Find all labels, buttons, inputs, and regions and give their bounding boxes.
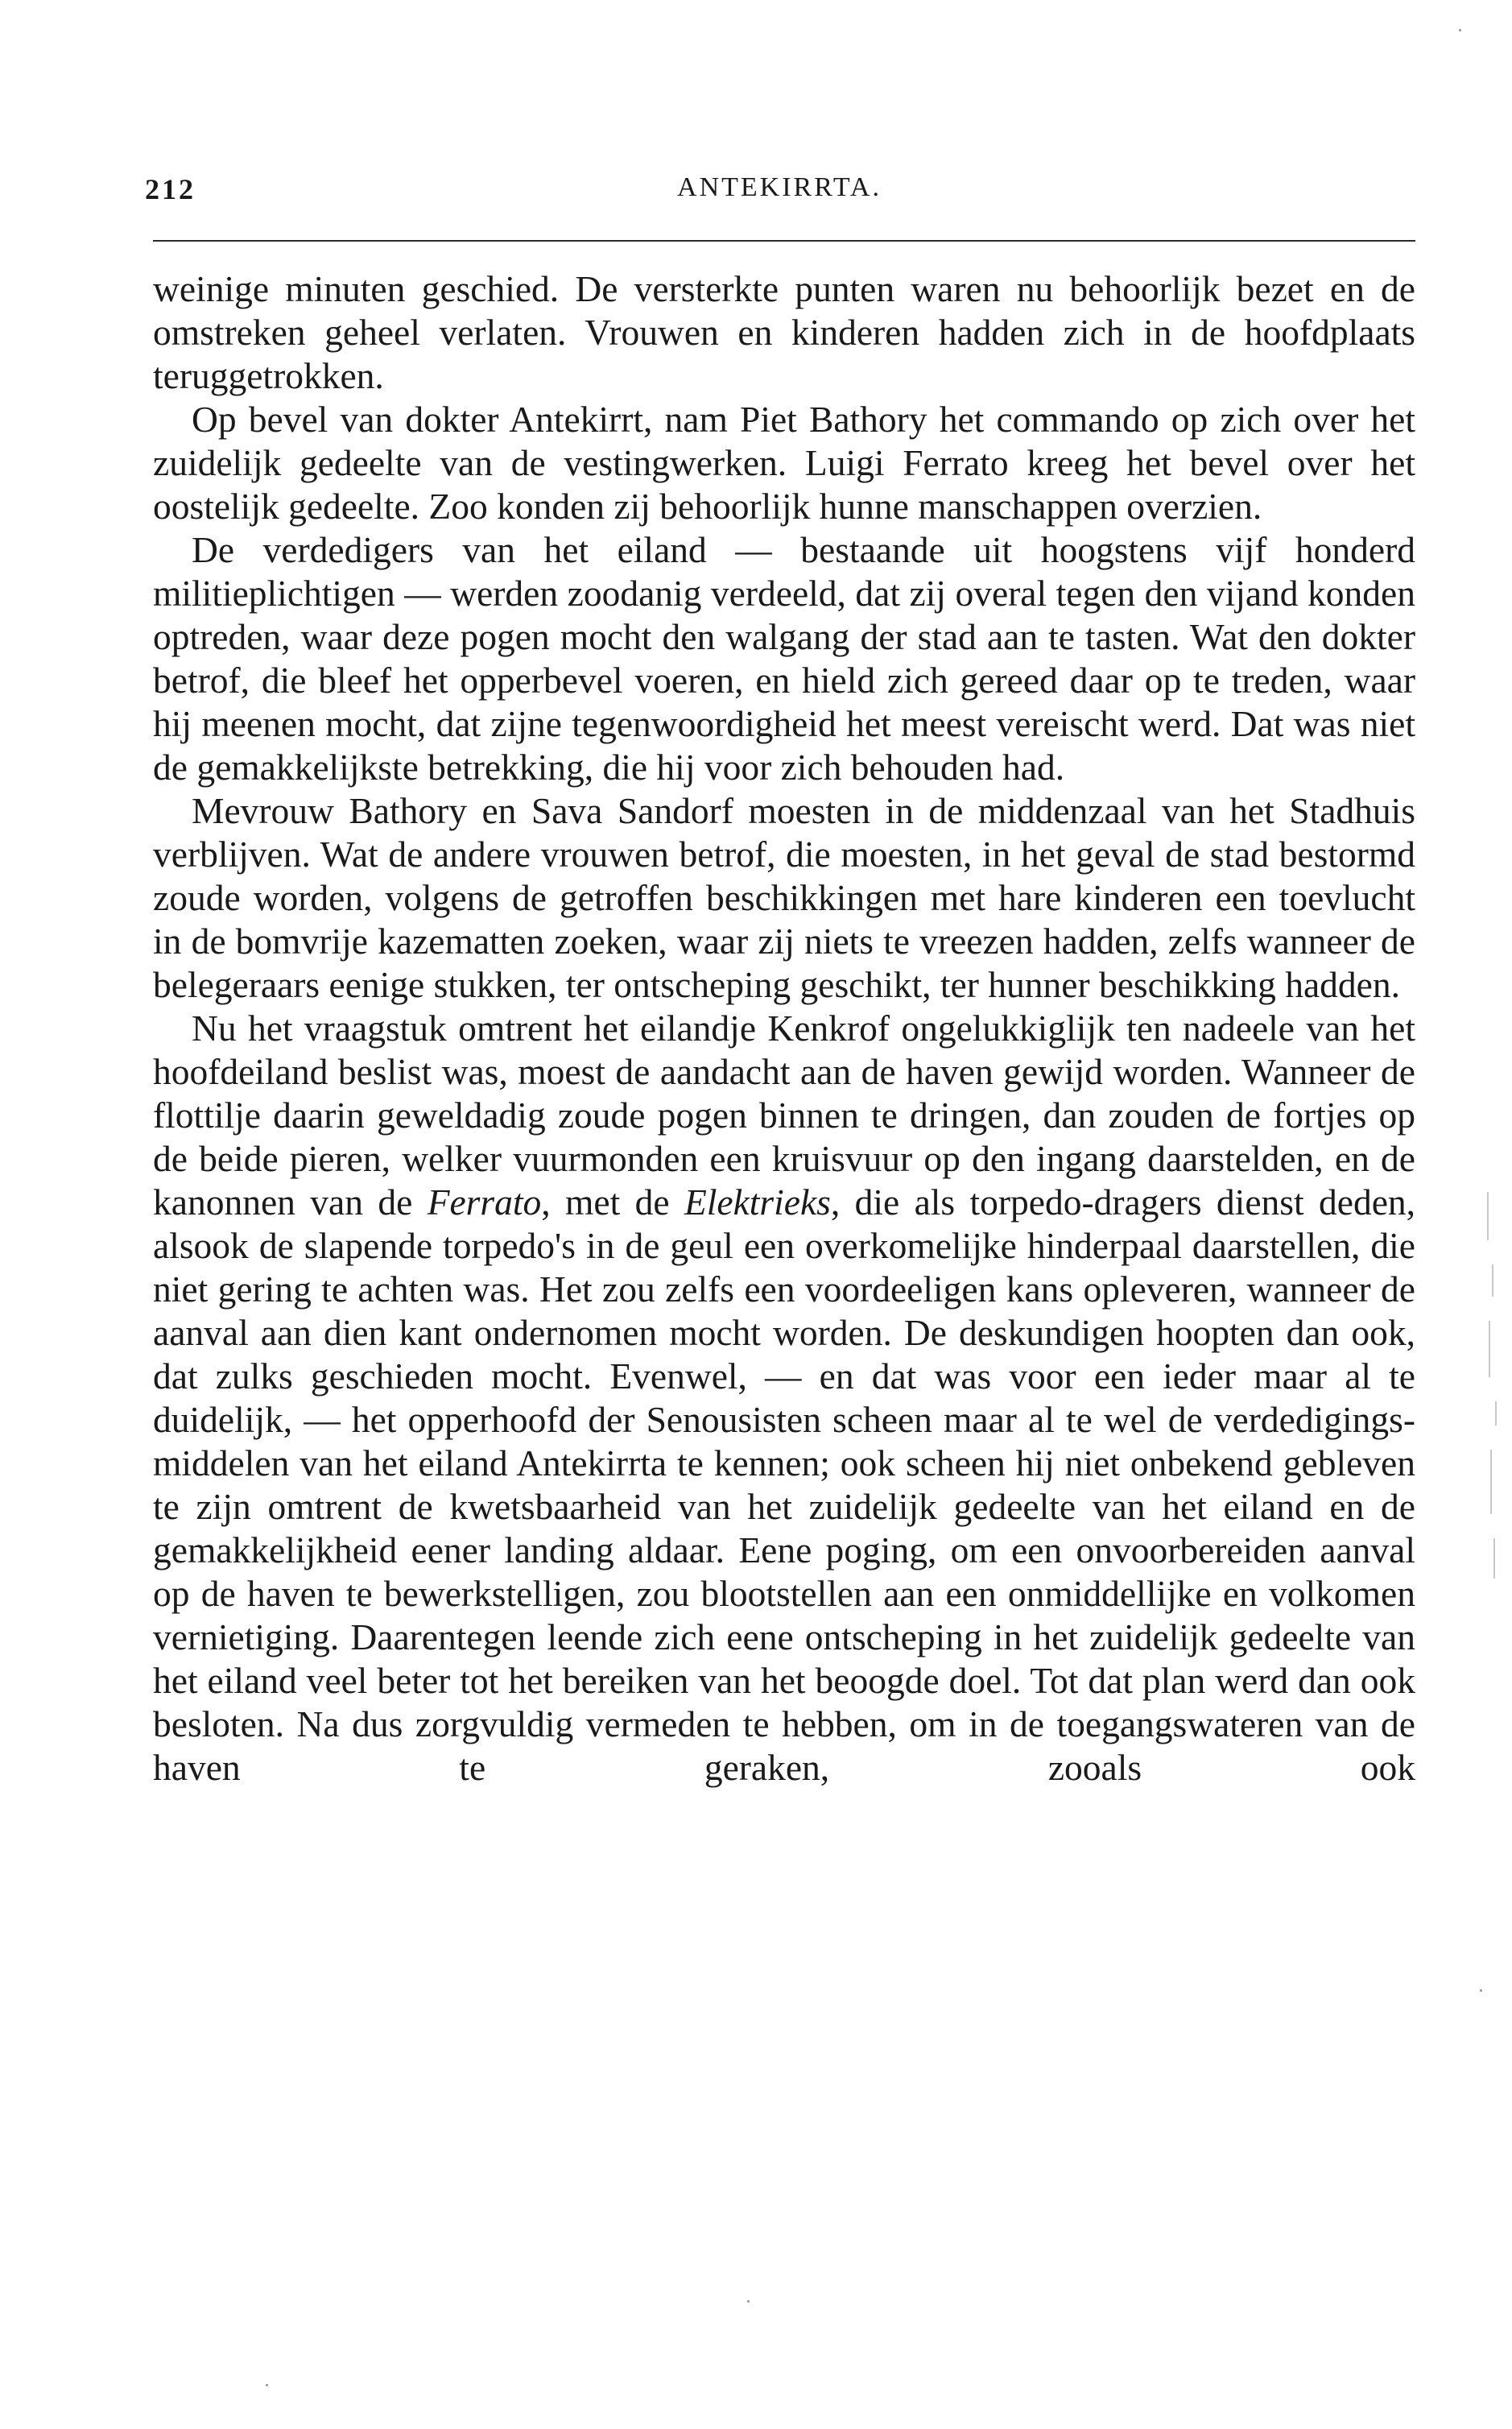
header-rule [153, 240, 1415, 242]
paragraph-text: De verdedigers van het eiland — bestaande uit hoogstens vijf honderd militieplichtigen — werden zoodanig verdeeld, dat zij overal tegen den vijand konden optreden, waar deze pogen mocht den walgang der stad aan te tasten. Wat den dokter betrof, die bleef het opperbevel voeren, en hield zich gereed daar op te treden, waar hij meenen mocht, dat zijne tegenwoordigheid het meest vereischt werd. Dat was niet de gemakkelijkste betrekking, die hij voor zich behouden had. [153, 529, 1415, 788]
paragraph-text: Op bevel van dokter Antekirrt, nam Piet Bathory het commando op zich over het zuidelijk gedeelte van de vestingwerken. Luigi Ferrato kreeg het bevel over het oostelijk gedeelte. Zoo konden zij behoorlijk hunne manschappen overzien. [153, 399, 1415, 527]
paragraph [153, 528, 1415, 789]
paper-speck [1459, 29, 1461, 31]
paragraph-text: Mevrouw Bathory en Sava Sandorf moesten in de middenzaal van het Stadhuis verblijven. Wat de andere vrouwen betrof, die moesten, in het geval de stad bestormd zoude worden, volgens de getroffen beschikkingen met hare kinderen een toevlucht in de bomvrije kazematten zoeken, waar zij niets te vreezen hadden, zelfs wanneer de belegeraars eenige stukken, ter ontscheping geschikt, ter hunner beschikking hadden. [153, 790, 1415, 1005]
paragraph [153, 789, 1415, 1007]
paragraph [153, 1007, 1415, 1790]
paragraph-text: , met de [541, 1181, 684, 1223]
paragraph-text: weinige minuten geschied. De versterkte punten waren nu behoorlijk bezet en de omstreken geheel verlaten. Vrouwen en kinderen hadden zich in de hoofdplaats teruggetrokken. [153, 268, 1415, 396]
paragraph [153, 267, 1415, 398]
italic-text: Ferrato [427, 1181, 542, 1223]
paper-speck [266, 2384, 268, 2386]
paragraph-text: , die als torpedo-dragers dienst deden, alsook de slapende torpedo's in de geul een overkomelijke hinderpaal daarstellen, die niet gering te achten was. Het zou zelfs een voordeeligen kans opleveren, wanneer de aanval aan dien kant ondernomen mocht worden. De deskundigen hoopten dan ook, dat zulks geschieden mocht. Evenwel, — en dat was voor een ieder maar al te duidelijk, — het opperhoofd der Senousisten scheen maar al te wel de verdedigings-middelen van het eiland Antekirrta te kennen; ook scheen hij niet onbekend gebleven te zijn omtrent de kwetsbaarheid van het zuidelijk gedeelte van het eiland en de gemakkelijkheid eener landing aldaar. Eene poging, om een onvoorbereiden aanval op de haven te bewerkstelligen, zou blootstellen aan een onmiddellijke en volkomen vernietiging. Daarentegen leende zich eene ontscheping in het zuidelijk gedeelte van het eiland veel beter tot het bereiken van het beoogde doel. Tot dat plan werd dan ook besloten. Na dus zorgvuldig vermeden te hebben, om in de toegangswateren van de haven te geraken, zooals ook [153, 1181, 1416, 1788]
body-text [153, 267, 1415, 1790]
paragraph [153, 398, 1415, 528]
paper-speck [747, 2300, 750, 2303]
running-head [142, 166, 1417, 211]
running-title: ANTEKIRRTA. [677, 172, 882, 202]
page-number: 212 [145, 173, 196, 205]
paper-speck [1480, 1989, 1482, 1992]
paragraph-text: Nu het vraagstuk omtrent het eilandje Kenkrof ongelukkiglijk ten nadeele van het hoofdeiland beslist was, moest de aandacht aan de haven gewijd worden. Wanneer de flottilje daarin geweldadig zoude pogen binnen te dringen, dan zouden de fortjes op de beide pieren, welker vuurmonden een kruisvuur op den ingang daarstelden, en de kanonnen van de [153, 1008, 1415, 1223]
bleed-through-marks [1485, 1192, 1502, 1611]
italic-text: Elektrieks [684, 1181, 831, 1223]
